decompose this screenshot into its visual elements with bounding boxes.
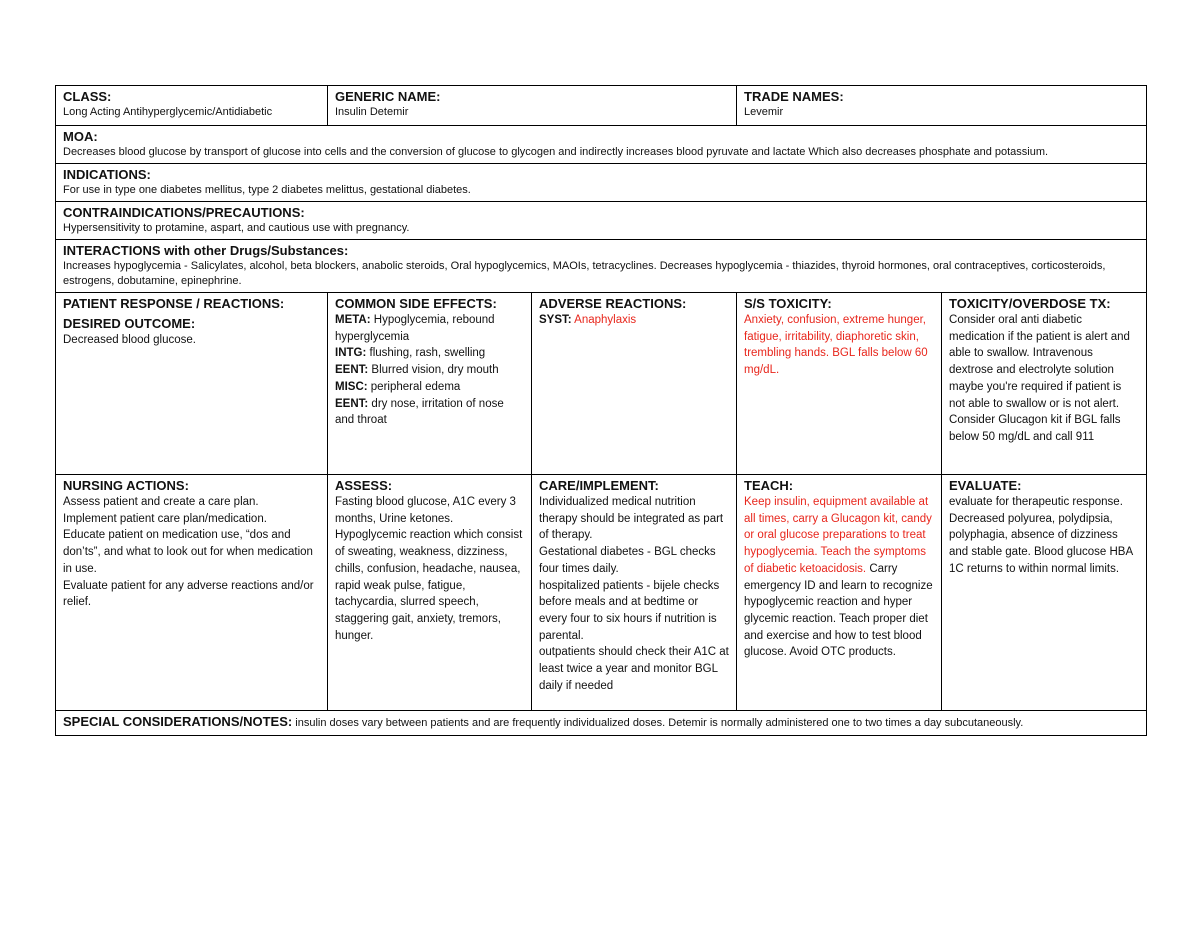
contraindications-cell <box>56 202 1147 240</box>
adverse-reactions-cell <box>532 293 737 475</box>
special-considerations-text: insulin doses vary between patients and are frequently individualized doses. Detemir is normally administered one to two times a day subcutaneously. <box>292 717 1024 729</box>
trade-names-value: Levemir <box>744 106 784 118</box>
contraindications-row <box>56 202 1147 240</box>
ss-toxicity-text: Anxiety, confusion, extreme hunger, fatigue, irritability, diaphoretic skin, trembling hands. BGL falls below 60 mg/dL. <box>744 314 928 377</box>
assess-text: Fasting blood glucose, A1C every 3 months, Urine ketones. Hypoglycemic reaction which consist of sweating, weakness, dizziness, chills, confusion, headache, nausea, rapid weak pulse, fatigue, tachycardia, slurred speech, staggering gait, anxiety, tremors, hunger. <box>335 496 523 642</box>
side-effect-text: peripheral edema <box>367 380 461 393</box>
assess-label: ASSESS: <box>335 478 393 493</box>
interactions-cell <box>56 240 1147 293</box>
teach-red-text: Keep insulin, equipment available at all times, carry a Glucagon kit, candy or oral glucose preparations to treat hypoglycemia. Teach the symptoms of diabetic ketoacidosis. <box>744 496 932 575</box>
ss-toxicity-label: S/S TOXICITY: <box>744 296 832 311</box>
interactions-text: Increases hypoglycemia - Salicylates, alcohol, beta blockers, anabolic steroids, Oral hypoglycemics, MAOIs, tetracyclines. Decreases hypoglycemia - thiazides, thyroid hormones, oral contraceptives, corticosteroids, estrogens, dobutamine, epinephrine. <box>63 260 1106 287</box>
desired-outcome-text: Decreased blood glucose. <box>63 334 196 346</box>
side-effect-tag: INTG: <box>335 347 367 360</box>
evaluate-cell <box>942 475 1147 711</box>
side-effect-tag: EENT: <box>335 397 369 410</box>
care-line: Gestational diabetes - BGL checks four times daily. <box>539 546 716 575</box>
side-effect-item <box>335 345 524 362</box>
nursing-action-line: Evaluate patient for any adverse reactions and/or relief. <box>63 579 314 609</box>
side-effects-label: COMMON SIDE EFFECTS: <box>335 296 497 311</box>
assess-cell <box>328 475 532 711</box>
adverse-reaction-tag: SYST: <box>539 314 572 326</box>
nursing-action-line: Assess patient and create a care plan. <box>63 496 259 508</box>
patient-response-cell <box>56 293 328 475</box>
care-implement-label: CARE/IMPLEMENT: <box>539 478 659 493</box>
trade-names-cell <box>737 86 1147 126</box>
side-effect-item <box>335 312 524 345</box>
side-effect-item <box>335 362 524 379</box>
toxicity-tx-label: TOXICITY/OVERDOSE TX: <box>949 296 1111 311</box>
trade-names-label: TRADE NAMES: <box>744 89 844 104</box>
side-effect-item <box>335 379 524 396</box>
moa-text: Decreases blood glucose by transport of glucose into cells and the conversion of glucose to glycogen and indirectly increases blood pyruvate and lactate Which also decreases phosphate and potassium. <box>63 146 1049 158</box>
toxicity-tx-cell <box>942 293 1147 475</box>
nursing-action-line: Implement patient care plan/medication. <box>63 512 267 525</box>
moa-row <box>56 126 1147 164</box>
side-effects-cell <box>328 293 532 475</box>
special-considerations-cell <box>56 711 1147 736</box>
side-effect-tag: EENT: <box>335 364 369 377</box>
drug-card-table <box>55 85 1147 736</box>
desired-outcome-label: DESIRED OUTCOME: <box>63 316 196 331</box>
side-effect-tag: MISC: <box>335 380 368 393</box>
adverse-reaction-item <box>539 312 729 329</box>
class-label: CLASS: <box>63 89 112 104</box>
care-implement-cell <box>532 475 737 711</box>
generic-name-cell <box>328 86 737 126</box>
teach-text: Carry emergency ID and learn to recognize hypoglycemic reaction and hyper glycemic reaction. Teach proper diet and exercise and how to test blood glucose. Avoid OTC products. <box>744 562 933 659</box>
class-value: Long Acting Antihyperglycemic/Antidiabetic <box>63 106 273 118</box>
evaluate-label: EVALUATE: <box>949 478 1022 493</box>
adverse-reaction-text: Anaphylaxis <box>571 314 637 326</box>
generic-name-label: GENERIC NAME: <box>335 89 441 104</box>
effects-row <box>56 293 1147 475</box>
nursing-actions-cell <box>56 475 328 711</box>
indications-row <box>56 164 1147 202</box>
moa-label: MOA: <box>63 129 98 144</box>
header-row <box>56 86 1147 126</box>
contraindications-text: Hypersensitivity to protamine, aspart, and cautious use with pregnancy. <box>63 222 410 234</box>
side-effect-text: Blurred vision, dry mouth <box>368 364 499 377</box>
nursing-actions-label: NURSING ACTIONS: <box>63 478 189 493</box>
side-effect-text: dry nose, irritation of nose and throat <box>335 397 504 427</box>
indications-text: For use in type one diabetes mellitus, type 2 diabetes melittus, gestational diabetes. <box>63 184 471 196</box>
care-line: outpatients should check their A1C at least twice a year and monitor BGL daily if needed <box>539 646 729 692</box>
indications-label: INDICATIONS: <box>63 167 151 182</box>
care-line: Individualized medical nutrition therapy should be integrated as part of therapy. <box>539 496 724 542</box>
moa-cell <box>56 126 1147 164</box>
patient-response-label: PATIENT RESPONSE / REACTIONS: <box>63 296 285 311</box>
nursing-row <box>56 475 1147 711</box>
toxicity-tx-text: Consider oral anti diabetic medication if the patient is alert and able to swallow. Intravenous dextrose and electrolyte solution maybe you're required if patient is not able to swallow or is not alert. Consider Glucagon kit if BGL falls below 50 mg/dL and call 911 <box>949 314 1130 443</box>
side-effect-text: flushing, rash, swelling <box>366 347 486 360</box>
side-effect-text: Hypoglycemia, rebound hyperglycemia <box>335 314 495 343</box>
teach-cell <box>737 475 942 711</box>
evaluate-text: evaluate for therapeutic response. Decreased polyurea, polydipsia, polyphagia, absence of dizziness and stable gate. Blood glucose HBA 1C returns to within normal limits. <box>949 496 1133 575</box>
generic-name-value: Insulin Detemir <box>335 106 409 118</box>
nursing-action-line: Educate patient on medication use, “dos and don’ts”, and what to look out for when medication in use. <box>63 529 313 575</box>
side-effect-item <box>335 396 524 429</box>
care-line: hospitalized patients - bijele checks before meals and at bedtime or every four to six hours if nutrition is parental. <box>539 579 720 642</box>
special-considerations-label: SPECIAL CONSIDERATIONS/NOTES: <box>63 714 293 729</box>
interactions-label: INTERACTIONS with other Drugs/Substances: <box>63 243 349 258</box>
adverse-reactions-label: ADVERSE REACTIONS: <box>539 296 687 311</box>
side-effect-tag: META: <box>335 314 371 326</box>
interactions-row <box>56 240 1147 293</box>
special-row <box>56 711 1147 736</box>
ss-toxicity-cell <box>737 293 942 475</box>
teach-body <box>744 494 934 661</box>
indications-cell <box>56 164 1147 202</box>
drug-card <box>55 85 1146 736</box>
contraindications-label: CONTRAINDICATIONS/PRECAUTIONS: <box>63 205 305 220</box>
teach-label: TEACH: <box>744 478 794 493</box>
class-cell <box>56 86 328 126</box>
